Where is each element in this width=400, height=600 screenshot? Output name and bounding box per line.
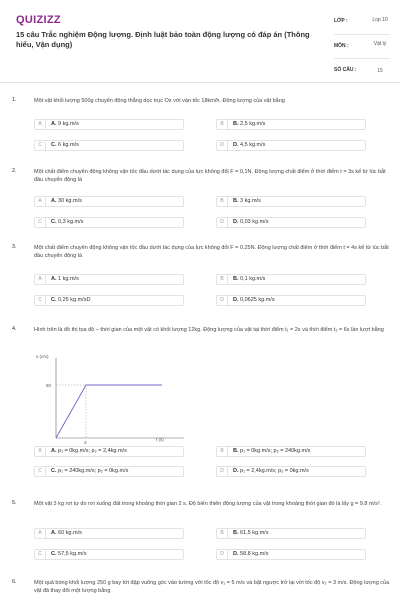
option-d[interactable]: [216, 295, 366, 306]
question-number: 5.: [12, 500, 17, 506]
subject-value: Vật lý: [373, 41, 387, 47]
x-tick-label: 3: [84, 440, 87, 444]
question-number: 3.: [12, 244, 17, 250]
option-letter: C: [35, 141, 46, 150]
option-text: C. 0,25 kg.m/sD: [51, 297, 91, 303]
y-axis-label: x (cm): [36, 354, 49, 359]
option-text: A. 60 kg.m/s: [51, 530, 82, 536]
header-divider: [0, 82, 400, 83]
option-text: C. 57,5 kg.m/s: [51, 551, 87, 557]
option-a[interactable]: [34, 196, 184, 207]
question-count-value: 15: [377, 68, 383, 74]
option-letter: B: [217, 197, 228, 206]
option-text: D. p₁ = 2,4kg.m/s; p₂ = 0kg.m/s: [233, 468, 309, 474]
y-tick-label: 60: [46, 383, 52, 388]
option-letter: B: [217, 529, 228, 538]
option-letter: A: [35, 447, 46, 456]
question-number: 1.: [12, 97, 17, 103]
option-letter: C: [35, 218, 46, 227]
position-time-graph: [34, 352, 194, 444]
question-number: 6.: [12, 579, 17, 585]
option-text: B. 2,5 kg.m/s: [233, 121, 266, 127]
option-c[interactable]: [34, 217, 184, 228]
option-letter: D: [217, 467, 228, 476]
option-b[interactable]: [216, 119, 366, 130]
question-text: Một chất điểm chuyển động không vận tốc đầu dưới tác dụng của lực không đổi F = 0,1N. Động lượng chất điểm ở thời điểm t = 3s kể từ lúc bắt đầu chuyển động là: [34, 169, 386, 183]
option-d[interactable]: [216, 549, 366, 560]
option-text: B. 61,5 kg.m/s: [233, 530, 269, 536]
option-letter: A: [35, 197, 46, 206]
option-text: B. 3 kg.m/s: [233, 198, 261, 204]
class-label: LỚP :: [334, 18, 348, 24]
option-a[interactable]: [34, 119, 184, 130]
option-c[interactable]: [34, 295, 184, 306]
option-letter: B: [217, 120, 228, 129]
option-a[interactable]: [34, 528, 184, 539]
meta-divider: [334, 58, 390, 59]
question-text: Một chất điểm chuyển động không vận tốc đầu dưới tác dụng của lực không đổi F = 0,25N. Động lượng chất điểm ở thời điểm t = 4s kể từ lúc bắt đầu chuyển động là: [34, 245, 389, 259]
question-text: Một vật khối lượng 500g chuyển động thẳng dọc trục Ox với vận tốc 18km/h. Động lượng của vật bằng: [34, 98, 285, 104]
option-text: A. 1 kg.m/s: [51, 276, 79, 282]
question-text: Một quả bóng khối lượng 250 g bay tới đập vuông góc vào tường với tốc độ v₁ = 5 m/s và bật ngược trở lại với tốc độ v₂ = 3 m/s. Động lượng của vật đã thay đổi một lượng bằng: [34, 580, 390, 594]
option-d[interactable]: [216, 140, 366, 151]
option-text: C. p₁ = 240kg.m/s; p₂ = 0kg.m/s: [51, 468, 129, 474]
option-text: D. 0,03 kg.m/s: [233, 219, 269, 225]
option-c[interactable]: [34, 549, 184, 560]
option-c[interactable]: [34, 466, 184, 477]
option-c[interactable]: [34, 140, 184, 151]
option-letter: C: [35, 550, 46, 559]
question-text: Hình trên là đồ thị tọa độ – thời gian của một vật có khối lượng 12kg. Động lượng của vật tại thời điểm t₁ = 2s và thời điểm t₂ = 6s lần lượt bằng: [34, 327, 384, 333]
option-text: C. 0,3 kg.m/s: [51, 219, 84, 225]
option-text: A. 9 kg.m/s: [51, 121, 79, 127]
option-a[interactable]: [34, 274, 184, 285]
option-letter: A: [35, 275, 46, 284]
option-text: B. p₁ = 0kg.m/s; p₂ = 240kg.m/s: [233, 448, 311, 454]
option-letter: C: [35, 296, 46, 305]
subject-label: MÔN :: [334, 43, 349, 49]
quizizz-logo: QUIZIZZ: [16, 14, 61, 26]
option-letter: D: [217, 218, 228, 227]
option-b[interactable]: [216, 196, 366, 207]
worksheet-header: [0, 0, 400, 82]
question-number: 2.: [12, 168, 17, 174]
option-letter: A: [35, 529, 46, 538]
x-axis-label: t (s): [156, 437, 164, 442]
option-d[interactable]: [216, 217, 366, 228]
option-letter: D: [217, 550, 228, 559]
option-b[interactable]: [216, 528, 366, 539]
class-value: Lop 10: [372, 17, 388, 23]
option-b[interactable]: [216, 446, 366, 457]
option-letter: B: [217, 275, 228, 284]
question-number: 4.: [12, 326, 17, 332]
question-text: Một vật 3 kg rơi tự do rơi xuống đất trong khoảng thời gian 2 s. Độ biến thiên động lượng của vật trong khoảng thời gian đó là lấy g = 9,8 m/s².: [34, 501, 382, 507]
option-letter: B: [217, 447, 228, 456]
option-letter: D: [217, 296, 228, 305]
option-d[interactable]: [216, 466, 366, 477]
option-text: C. 6 kg.m/s: [51, 142, 79, 148]
option-b[interactable]: [216, 274, 366, 285]
option-text: A. p₁ = 0kg.m/s; p₂ = 2,4kg.m/s: [51, 448, 127, 454]
meta-divider: [334, 34, 390, 35]
option-text: B. 0,1 kg.m/s: [233, 276, 266, 282]
option-text: D. 0,0625 kg.m/s: [233, 297, 275, 303]
worksheet-title: 15 câu Trắc nghiệm Động lượng. Định luật bảo toàn động lượng có đáp án (Thông hiểu, Vận dụng): [16, 30, 310, 49]
option-a[interactable]: [34, 446, 184, 457]
option-text: A. 30 kg.m/s: [51, 198, 82, 204]
option-letter: A: [35, 120, 46, 129]
option-letter: C: [35, 467, 46, 476]
option-text: D. 58,8 kg.m/s: [233, 551, 269, 557]
option-text: D. 4,5 kg.m/s: [233, 142, 266, 148]
option-letter: D: [217, 141, 228, 150]
position-line: [56, 385, 162, 438]
question-count-label: SỐ CÂU :: [334, 67, 357, 73]
